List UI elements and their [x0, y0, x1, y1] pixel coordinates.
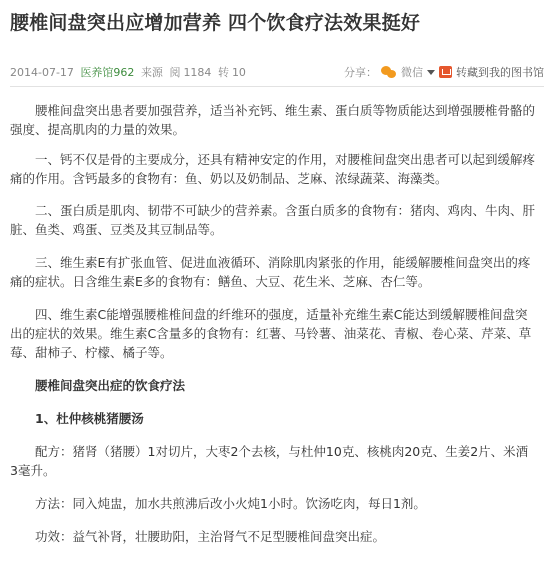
reposts-label: 转	[217, 66, 229, 79]
library-icon[interactable]	[439, 66, 452, 78]
meta-divider	[10, 86, 544, 87]
reads-count: 1184	[183, 66, 212, 79]
chevron-down-icon[interactable]	[427, 70, 435, 75]
recipe-effect: 功效：益气补肾，壮腰助阳，主治肾气不足型腰椎间盘突出症。	[35, 529, 386, 544]
share-bar	[340, 64, 544, 80]
save-to-library-link[interactable]: 转藏到我的图书馆	[456, 66, 544, 79]
reads-label: 阅	[169, 66, 181, 79]
article-meta	[10, 64, 544, 82]
article-title: 腰椎间盘突出应增加营养 四个饮食疗法效果挺好	[10, 12, 421, 34]
recipe-method: 方法：同入炖盅，加水共煎沸后改小火炖1小时。饮汤吃肉，每日1剂。	[35, 496, 426, 511]
recipe-ingredients: 配方：猪肾（猪腰）1对切片，大枣2个去核，与杜仲10克、核桃肉20克、生姜2片、米酒3毫升。	[10, 444, 529, 478]
share-label: 分享：	[344, 66, 377, 79]
reposts-count: 10	[231, 66, 246, 79]
paragraph-protein: 二、蛋白质是肌肉、韧带不可缺少的营养素。含蛋白质多的食物有：猪肉、鸡肉、牛肉、肝脏、鱼类、鸡蛋、豆类及其豆制品等。	[10, 203, 536, 237]
source-link[interactable]: 医养馆962	[80, 66, 135, 79]
paragraph-calcium: 一、钙不仅是骨的主要成分，还具有精神安定的作用，对腰椎间盘突出患者可以起到缓解疼痛的作用。含钙最多的食物有：鱼、奶以及奶制品、芝麻、浓绿蔬菜、海藻类。	[10, 152, 536, 186]
recipe-heading: 1、杜仲核桃猪腰汤	[35, 411, 144, 426]
section-heading: 腰椎间盘突出症的饮食疗法	[35, 378, 186, 393]
paragraph-vitamin-e: 三、维生素E有扩张血管、促进血液循环、消除肌肉紧张的作用，能缓解腰椎间盘突出的疼痛的症状。日含维生素E多的食物有：鳝鱼、大豆、花生米、芝麻、杏仁等。	[10, 255, 531, 289]
publish-date: 2014-07-17	[10, 66, 74, 79]
from-label: 来源	[140, 66, 163, 79]
wechat-share-button[interactable]: 微信	[401, 66, 423, 79]
paragraph-vitamin-c: 四、维生素C能增强腰椎椎间盘的纤维环的强度，适量补充维生素C能达到缓解腰椎间盘突出的症状的效果。维生素C含量多的食物有：红薯、马铃薯、油菜花、青椒、卷心菜、芹菜、草莓、甜柿子、柠檬、橘子等。	[10, 307, 532, 360]
meta-info	[10, 64, 249, 80]
article-content	[10, 101, 536, 546]
wechat-icon[interactable]	[381, 66, 397, 78]
paragraph-intro: 腰椎间盘突出患者要加强营养，适当补充钙、维生素、蛋白质等物质能达到增强腰椎骨骼的强度、提高肌肉的力量的效果。	[10, 103, 536, 137]
